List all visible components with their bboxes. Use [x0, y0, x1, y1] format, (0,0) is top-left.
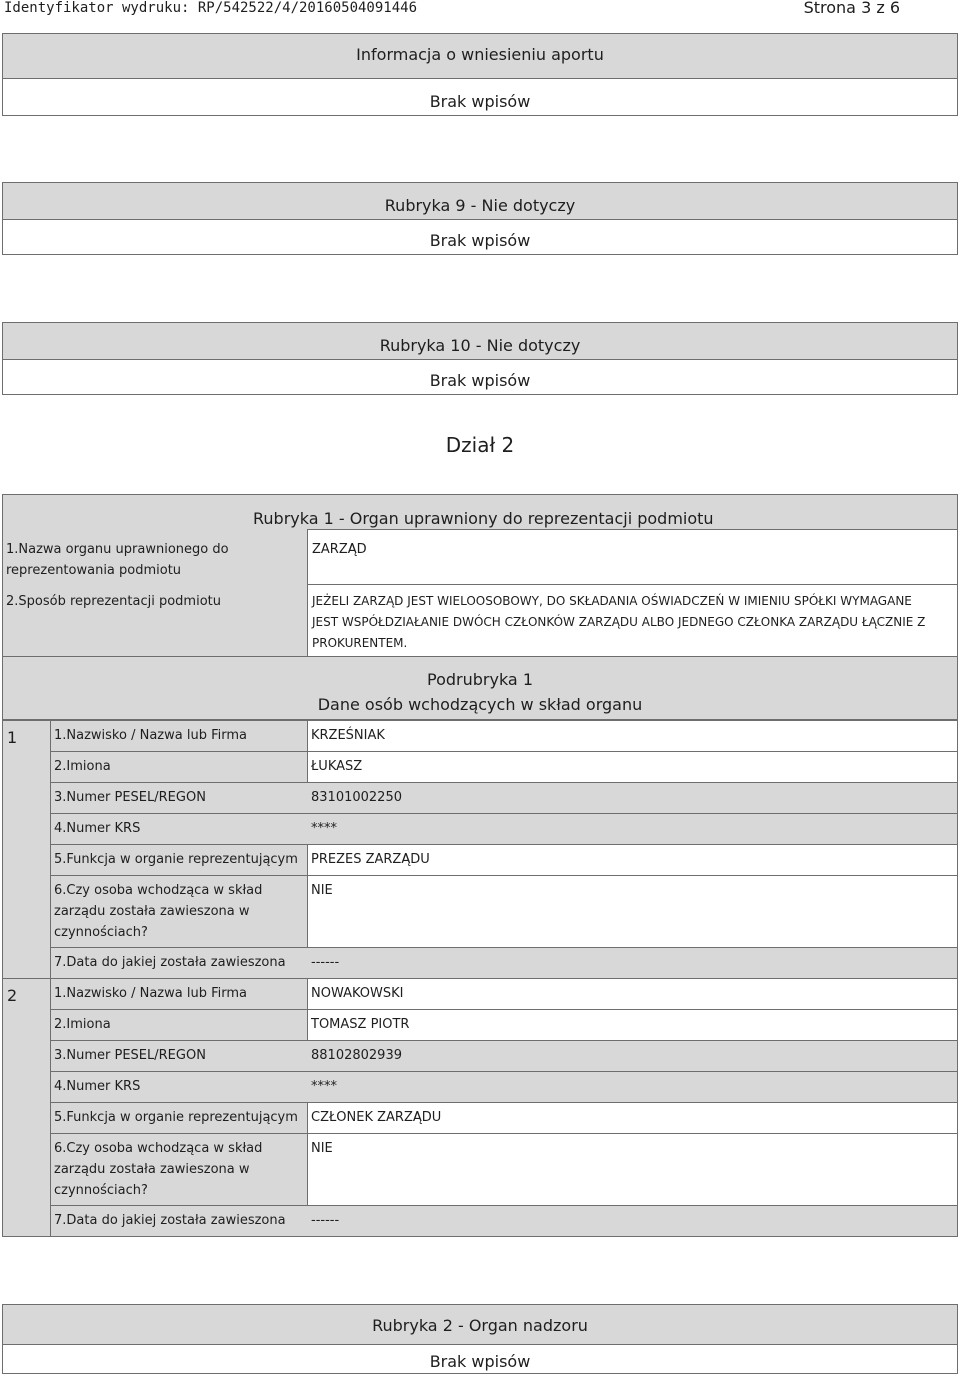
person-pesel-value: 83101002250: [311, 790, 402, 805]
rubryka10-header: [2, 322, 958, 360]
rubryka2-title: Rubryka 2 - Organ nadzoru: [372, 1316, 588, 1335]
person-suspended-cell: [307, 1133, 958, 1206]
person-suspended-value: NIE: [311, 883, 333, 898]
person-names-value: TOMASZ PIOTR: [311, 1017, 410, 1032]
person-krs-value: ****: [311, 821, 337, 836]
person-names-cell: [307, 751, 958, 783]
organ-name-cell: [307, 529, 958, 585]
representation-cell: [307, 584, 958, 657]
person-function-value: PREZES ZARZĄDU: [311, 852, 430, 867]
aport-title: Informacja o wniesieniu aportu: [356, 45, 604, 64]
person-function-label: 5.Funkcja w organie reprezentującym: [54, 1110, 298, 1125]
rubryka10-title: Rubryka 10 - Nie dotyczy: [379, 336, 581, 355]
person-index: 1: [7, 728, 18, 747]
person-suspended-until-value: ------: [311, 1213, 340, 1228]
person-krs-label: 4.Numer KRS: [54, 1079, 141, 1094]
person-index: 2: [7, 986, 18, 1005]
rubryka9-header: [2, 182, 958, 220]
rubryka2-empty: Brak wpisów: [429, 1352, 531, 1371]
podrubryka-header: [2, 656, 958, 720]
podrubryka-subtitle: Dane osób wchodzących w skład organu: [317, 695, 643, 714]
person-names-label: 2.Imiona: [54, 1017, 111, 1032]
rubryka9-title: Rubryka 9 - Nie dotyczy: [384, 196, 576, 215]
person-surname-cell: [307, 720, 958, 752]
rubryka1-title: Rubryka 1 - Organ uprawniony do reprezentacji podmiotu: [253, 509, 714, 528]
person-suspended-label: 6.Czy osoba wchodząca w skład zarządu została zawieszona w czynnościach?: [54, 883, 263, 940]
person-names-label: 2.Imiona: [54, 759, 111, 774]
organ-name-label: 1.Nazwa organu uprawnionego do reprezentowania podmiotu: [6, 542, 229, 578]
page-number: Strona 3 z 6: [803, 0, 900, 17]
representation-value: JEŻELI ZARZĄD JEST WIELOOSOBOWY, DO SKŁADANIA OŚWIADCZEŃ W IMIENIU SPÓŁKI WYMAGANE JEST WSPÓŁDZIAŁANIE DWÓCH CZŁONKÓW ZARZĄDU ALBO JEDNEGO CZŁONKA ZARZĄDU ŁĄCZNIE Z PROKURENTEM.: [312, 594, 926, 650]
rubryka10-empty: Brak wpisów: [429, 371, 531, 390]
person-names-value: ŁUKASZ: [311, 759, 363, 774]
person-pesel-label: 3.Numer PESEL/REGON: [54, 1048, 206, 1063]
person-surname-label: 1.Nazwisko / Nazwa lub Firma: [54, 986, 247, 1001]
person-surname-value: NOWAKOWSKI: [311, 986, 404, 1001]
rubryka2-header: [2, 1304, 958, 1345]
person-suspended-until-label: 7.Data do jakiej została zawieszona: [54, 1213, 286, 1228]
person-suspended-value: NIE: [311, 1141, 333, 1156]
rubryka2-body: [2, 1344, 958, 1374]
section-title: Dział 2: [445, 433, 515, 457]
rubryka9-body: [2, 219, 958, 255]
person-suspended-label: 6.Czy osoba wchodząca w skład zarządu została zawieszona w czynnościach?: [54, 1141, 263, 1198]
person-suspended-cell: [307, 875, 958, 948]
person-pesel-value: 88102802939: [311, 1048, 402, 1063]
organ-name-value: ZARZĄD: [312, 542, 367, 557]
person-pesel-label: 3.Numer PESEL/REGON: [54, 790, 206, 805]
person-surname-label: 1.Nazwisko / Nazwa lub Firma: [54, 728, 247, 743]
rubryka9-empty: Brak wpisów: [429, 231, 531, 250]
aport-body: [2, 78, 958, 116]
aport-header: [2, 33, 958, 79]
person-surname-cell: [307, 978, 958, 1010]
person-function-value: CZŁONEK ZARZĄDU: [311, 1110, 442, 1125]
person-index-cell: [2, 720, 51, 979]
person-index-cell: [2, 978, 51, 1237]
representation-label: 2.Sposób reprezentacji podmiotu: [6, 594, 221, 609]
print-identifier: Identyfikator wydruku: RP/542522/4/20160504091446: [4, 0, 418, 16]
podrubryka-title: Podrubryka 1: [427, 670, 533, 689]
person-surname-value: KRZEŚNIAK: [311, 728, 385, 743]
person-krs-label: 4.Numer KRS: [54, 821, 141, 836]
aport-empty: Brak wpisów: [429, 92, 531, 111]
person-function-label: 5.Funkcja w organie reprezentującym: [54, 852, 298, 867]
person-krs-value: ****: [311, 1079, 337, 1094]
person-suspended-until-label: 7.Data do jakiej została zawieszona: [54, 955, 286, 970]
person-suspended-until-value: ------: [311, 955, 340, 970]
rubryka10-body: [2, 359, 958, 395]
